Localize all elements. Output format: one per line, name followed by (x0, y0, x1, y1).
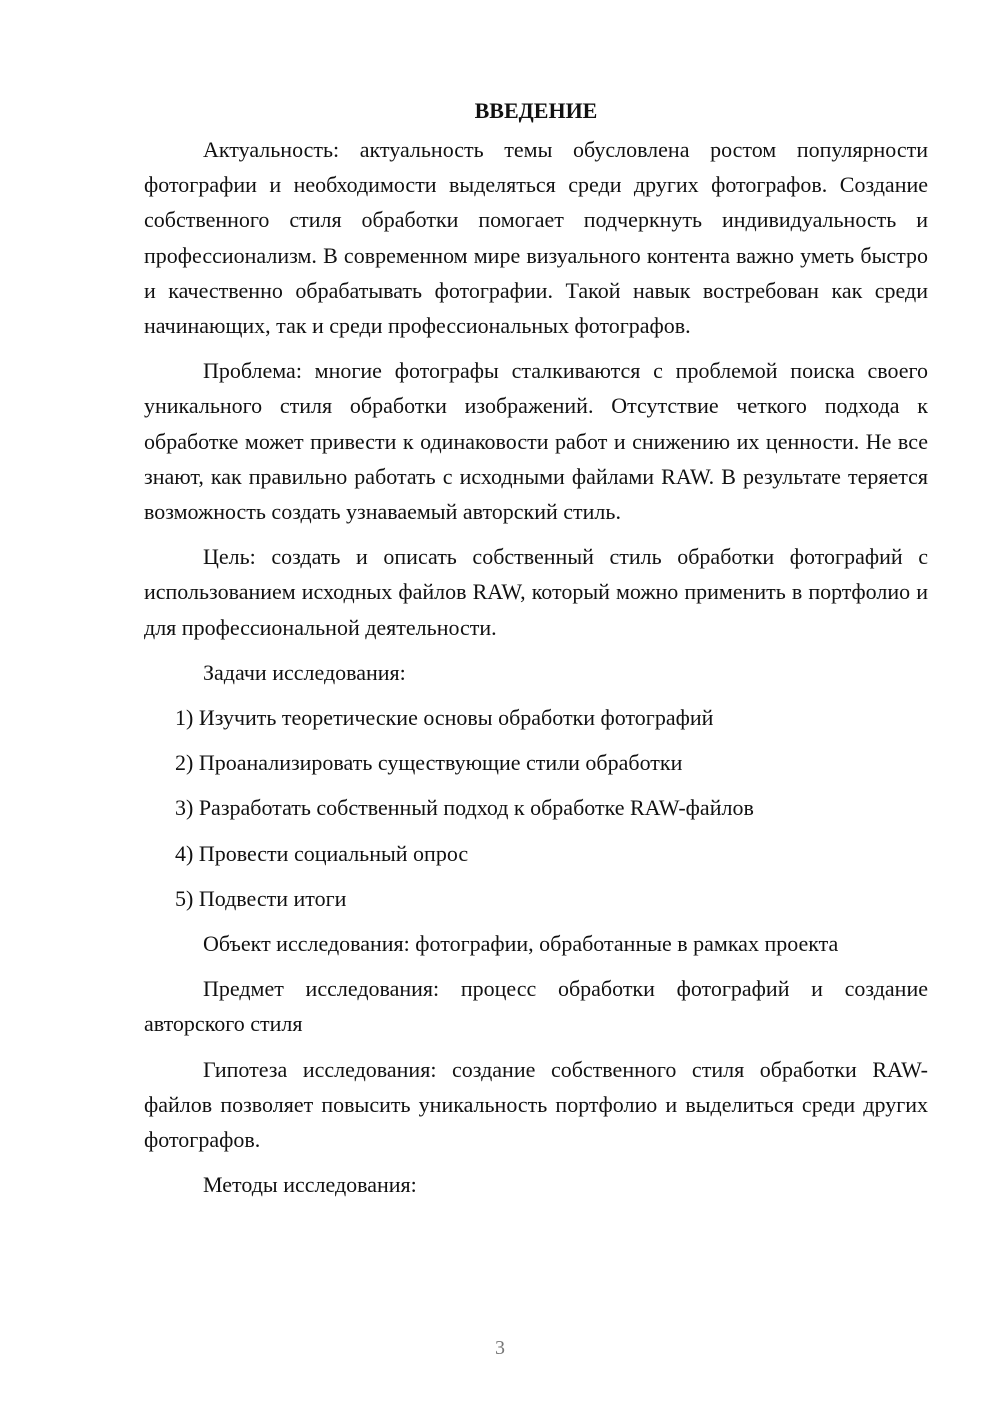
tasks-heading: Задачи исследования: (203, 659, 406, 685)
task-item-3: 3) Разработать собственный подход к обработке RAW-файлов (175, 795, 754, 821)
relevance-paragraph: Актуальность: актуальность темы обусловлена ростом популярности фотографии и необходимости выделяться среди других фотографов. Создание собственного стиля обработки помогает подчеркнуть индивидуальность и профессионализм. В современном мире визуального контента важно уметь быстро и качественно обрабатывать фотографии. Такой навык востребован как среди начинающих, так и среди профессиональных фотографов. (144, 137, 928, 339)
problem-paragraph: Проблема: многие фотографы сталкиваются с проблемой поиска своего уникального стиля обработки изображений. Отсутствие четкого подхода к обработке может привести к одинаковости работ и снижению их ценности. Не все знают, как правильно работать с исходными файлами RAW. В результате теряется возможность создать узнаваемый авторский стиль. (144, 358, 928, 525)
goal-paragraph: Цель: создать и описать собственный стиль обработки фотографий с использованием исходных файлов RAW, который можно применить в портфолио и для профессиональной деятельности. (144, 544, 928, 640)
document-page (144, 96, 928, 1212)
page-number: 3 (495, 1337, 505, 1359)
task-item-5: 5) Подвести итоги (175, 885, 347, 911)
research-object-paragraph: Объект исследования: фотографии, обработанные в рамках проекта (203, 931, 839, 957)
research-hypothesis-paragraph: Гипотеза исследования: создание собственного стиля обработки RAW-файлов позволяет повысить уникальность портфолио и выделиться среди других фотографов. (144, 1056, 928, 1153)
research-methods-heading: Методы исследования: (203, 1172, 417, 1198)
section-title: ВВЕДЕНИЕ (474, 98, 598, 123)
task-item-4: 4) Провести социальный опрос (175, 840, 469, 866)
task-item-1: 1) Изучить теоретические основы обработки фотографий (175, 705, 714, 731)
task-item-2: 2) Проанализировать существующие стили обработки (175, 750, 683, 776)
research-subject-paragraph: Предмет исследования: процесс обработки фотографий и создание авторского стиля (144, 976, 928, 1037)
